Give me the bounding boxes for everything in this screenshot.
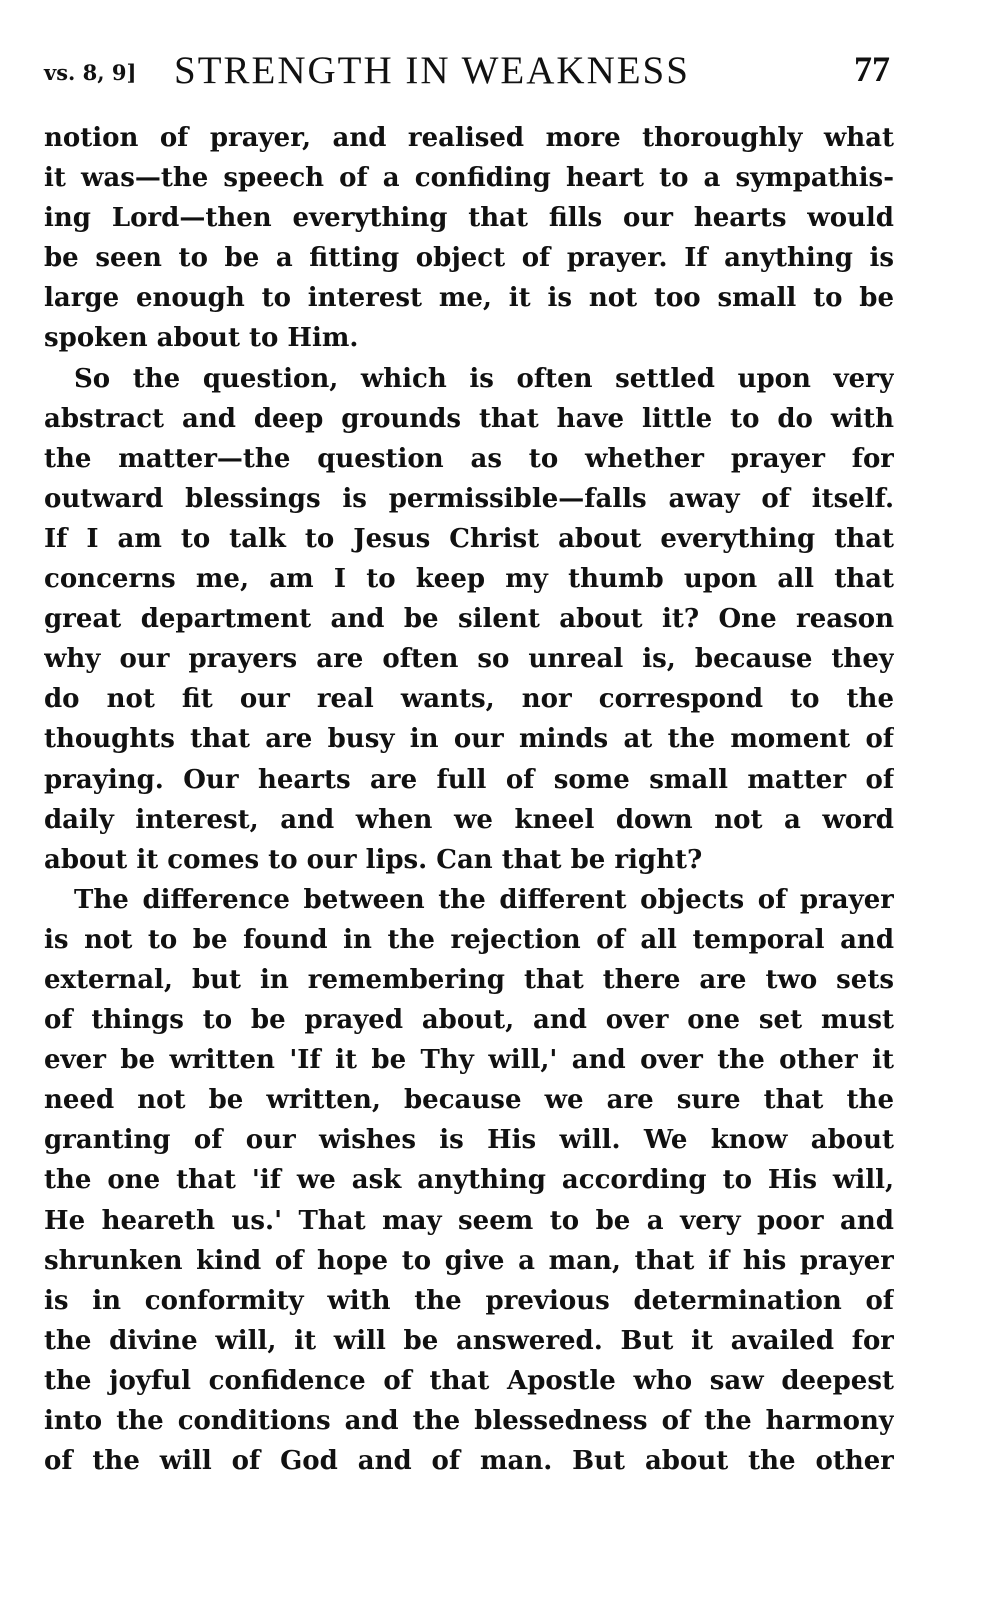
page-number: 77 <box>854 49 890 89</box>
chapter-title: STRENGTH IN WEAKNESS <box>174 49 690 92</box>
text-line: He heareth us.' That may seem to be a very poor and <box>44 1205 894 1236</box>
text-line: be seen to be a fitting object of prayer. If anything is <box>44 243 894 274</box>
text-line: outward blessings is permissible—falls away of itself. <box>44 483 894 514</box>
text-line: granting of our wishes is His will. We know about <box>44 1125 894 1156</box>
running-header <box>44 40 894 96</box>
book-page <box>44 40 894 1481</box>
text-line: shrunken kind of hope to give a man, that if his prayer <box>44 1245 894 1276</box>
paragraph-start-line: The difference between the different objects of prayer <box>74 884 894 915</box>
verse-reference: vs. 8, 9] <box>44 60 137 85</box>
text-line: of the will of God and of man. But about the other <box>44 1446 894 1477</box>
text-line: concerns me, am I to keep my thumb upon all that <box>44 564 894 595</box>
text-line: it was—the speech of a confiding heart to a sympathis- <box>44 163 894 194</box>
text-line: large enough to interest me, it is not too small to be <box>44 283 894 314</box>
text-line: is not to be found in the rejection of all temporal and <box>44 924 894 955</box>
text-line: daily interest, and when we kneel down not a word <box>44 804 894 835</box>
text-line: abstract and deep grounds that have little to do with <box>44 403 894 434</box>
text-line: praying. Our hearts are full of some small matter of <box>44 764 894 795</box>
text-line: about it comes to our lips. Can that be right? <box>44 844 703 875</box>
text-line: the divine will, it will be answered. But it availed for <box>44 1325 894 1356</box>
text-line: into the conditions and the blessedness of the harmony <box>44 1406 894 1436</box>
text-line: ing Lord—then everything that fills our hearts would <box>44 203 894 234</box>
text-line: If I am to talk to Jesus Christ about everything that <box>44 523 894 554</box>
text-line: the joyful confidence of that Apostle who saw deepest <box>44 1365 894 1396</box>
text-line: need not be written, because we are sure that the <box>44 1085 894 1116</box>
text-line: thoughts that are busy in our minds at the moment of <box>44 724 894 755</box>
text-line: external, but in remembering that there are two sets <box>44 964 894 995</box>
text-line: spoken about to Him. <box>44 323 359 354</box>
text-line: of things to be prayed about, and over one set must <box>44 1005 894 1036</box>
text-line: ever be written 'If it be Thy will,' and over the other it <box>44 1045 894 1076</box>
text-line: is in conformity with the previous determination of <box>44 1285 894 1316</box>
text-line: the one that 'if we ask anything according to His will, <box>44 1165 894 1196</box>
paragraph-start-line: So the question, which is often settled upon very <box>74 363 894 394</box>
body-text <box>44 118 894 1481</box>
text-line: notion of prayer, and realised more thoroughly what <box>44 123 894 153</box>
text-line: do not fit our real wants, nor correspond to the <box>44 684 894 715</box>
text-line: the matter—the question as to whether prayer for <box>44 443 894 474</box>
text-line: great department and be silent about it? One reason <box>44 604 894 635</box>
text-line: why our prayers are often so unreal is, because they <box>44 644 894 675</box>
